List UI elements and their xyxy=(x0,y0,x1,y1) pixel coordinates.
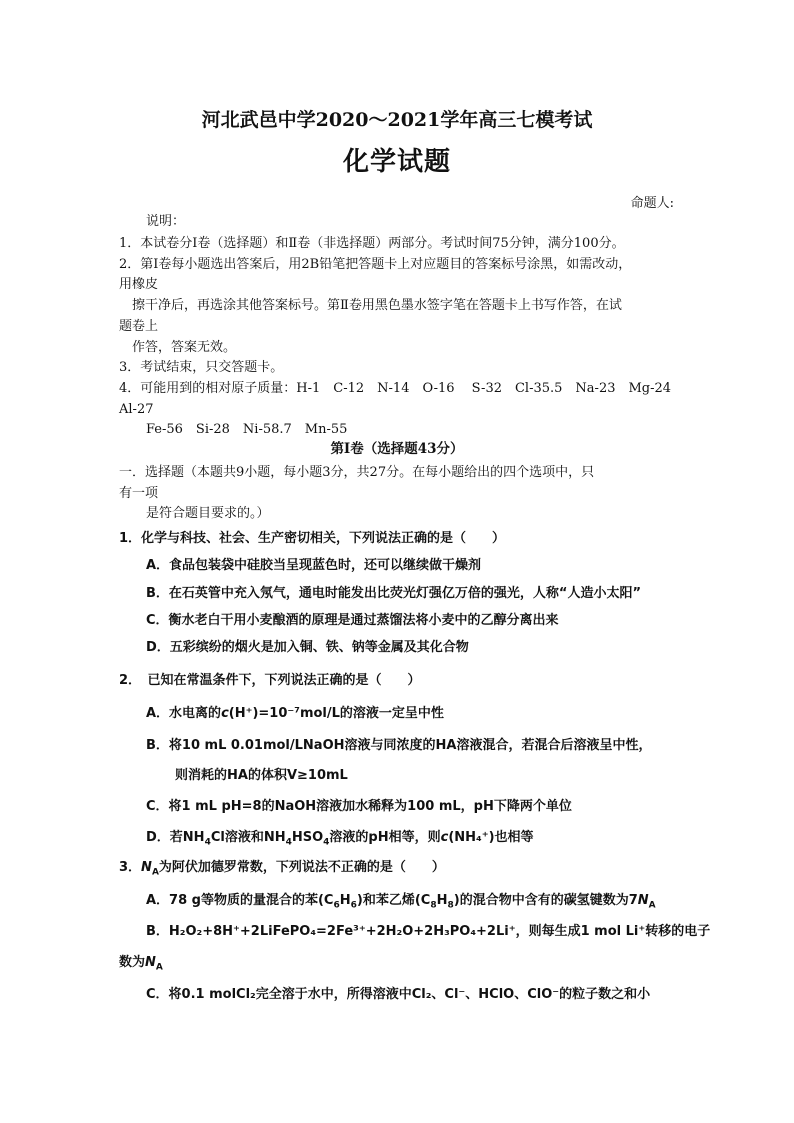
section-title: 第Ⅰ卷（选择题43分） xyxy=(330,441,464,457)
instruction-1: 1．本试卷分Ⅰ卷（选择题）和Ⅱ卷（非选择题）两部分。考试时间75分钟，满分100分。 xyxy=(119,236,625,251)
instruction-2e: 作答，答案无效。 xyxy=(132,340,237,355)
instructions-heading: 说明： xyxy=(146,214,186,229)
q1-option-b: B．在石英管中充入氖气，通电时能发出比荧光灯强亿万倍的强光，人称“人造小太阳” xyxy=(146,586,641,601)
instruction-2a: 2．第Ⅰ卷每小题选出答案后，用2B铅笔把答题卡上对应题目的答案标号涂黑，如需改动， xyxy=(119,257,632,272)
instruction-4a: 4．可能用到的相对原子质量：H-1 C-12 N-14 O-16 S-32 Cl-35.5 Na-23 Mg-24 xyxy=(119,381,672,396)
q1-option-d: D．五彩缤纷的烟火是加入铜、铁、钠等金属及其化合物 xyxy=(146,640,469,655)
instruction-2b: 用橡皮 xyxy=(119,277,159,292)
q3-option-c: C．将0.1 molCl₂完全溶于水中，所得溶液中Cl₂、Cl⁻、HClO、ClO⁻的粒子数之和小 xyxy=(146,987,651,1002)
q2-option-c: C．将1 mL pH=8的NaOH溶液加水稀释为100 mL，pH下降两个单位 xyxy=(146,799,572,814)
instruction-4c: Fe-56 Si-28 Ni-58.7 Mn-55 xyxy=(146,422,348,437)
instruction-2d: 题卷上 xyxy=(119,319,159,334)
subject-title: 化学试题 xyxy=(342,147,451,177)
instruction-3: 3．考试结束，只交答题卡。 xyxy=(119,360,284,375)
author-label: 命题人: xyxy=(630,196,674,211)
q2-option-a: A．水电离的c(H⁺)=10⁻⁷mol/L的溶液一定呈中性 xyxy=(146,706,444,721)
q3-stem: 3．$N_A$为阿伏加德罗常数，下列说法不正确的是（ ） xyxy=(119,860,445,878)
exam-title: 河北武邑中学2020～2021学年高三七模考试 xyxy=(201,109,593,131)
q3-option-a: A．78 g等物质的量混合的苯$(C_6H_6)$和苯乙烯$(C_8H_8)$的混合物中含有的碳氢键数为$7N_A$ xyxy=(146,893,656,911)
q1-option-c: C．衡水老白干用小麦酿酒的原理是通过蒸馏法将小麦中的乙醇分离出来 xyxy=(146,613,559,628)
q1-option-a: A．食品包装袋中硅胶当呈现蓝色时，还可以继续做干燥剂 xyxy=(146,558,482,573)
section-desc-b: 有一项 xyxy=(119,486,159,501)
q2-stem: 2． 已知在常温条件下，下列说法正确的是（ ） xyxy=(119,673,421,688)
q2-option-b-line2: 则消耗的HA的体积V≥10mL xyxy=(175,768,348,783)
instruction-2c: 擦干净后，再选涂其他答案标号。第Ⅱ卷用黑色墨水签字笔在答题卡上书写作答，在试 xyxy=(132,298,622,313)
q3-option-b-line2: 数为$N_A$ xyxy=(119,955,163,973)
q2-option-d: D．若$NH_4Cl$溶液和$NH_4HSO_4$溶液的pH相等，则c(NH₄⁺)也相等 xyxy=(146,830,534,848)
q2-option-b-line1: B．将10 mL 0.01mol/LNaOH溶液与同浓度的HA溶液混合，若混合后溶液呈中性， xyxy=(146,738,652,753)
q1-stem: 1．化学与科技、社会、生产密切相关，下列说法正确的是（ ） xyxy=(119,531,506,546)
instruction-4b: Al-27 xyxy=(119,402,154,417)
section-desc-c: 是符合题目要求的。） xyxy=(146,506,270,521)
section-desc-a: 一．选择题（本题共9小题，每小题3分，共27分。在每小题给出的四个选项中，只 xyxy=(119,465,595,480)
q3-option-b: B．H₂O₂+8H⁺+2LiFePO₄=2Fe³⁺+2H₂O+2H₃PO₄+2Li⁺，则每生成1 mol Li⁺转移的电子 xyxy=(146,924,711,939)
